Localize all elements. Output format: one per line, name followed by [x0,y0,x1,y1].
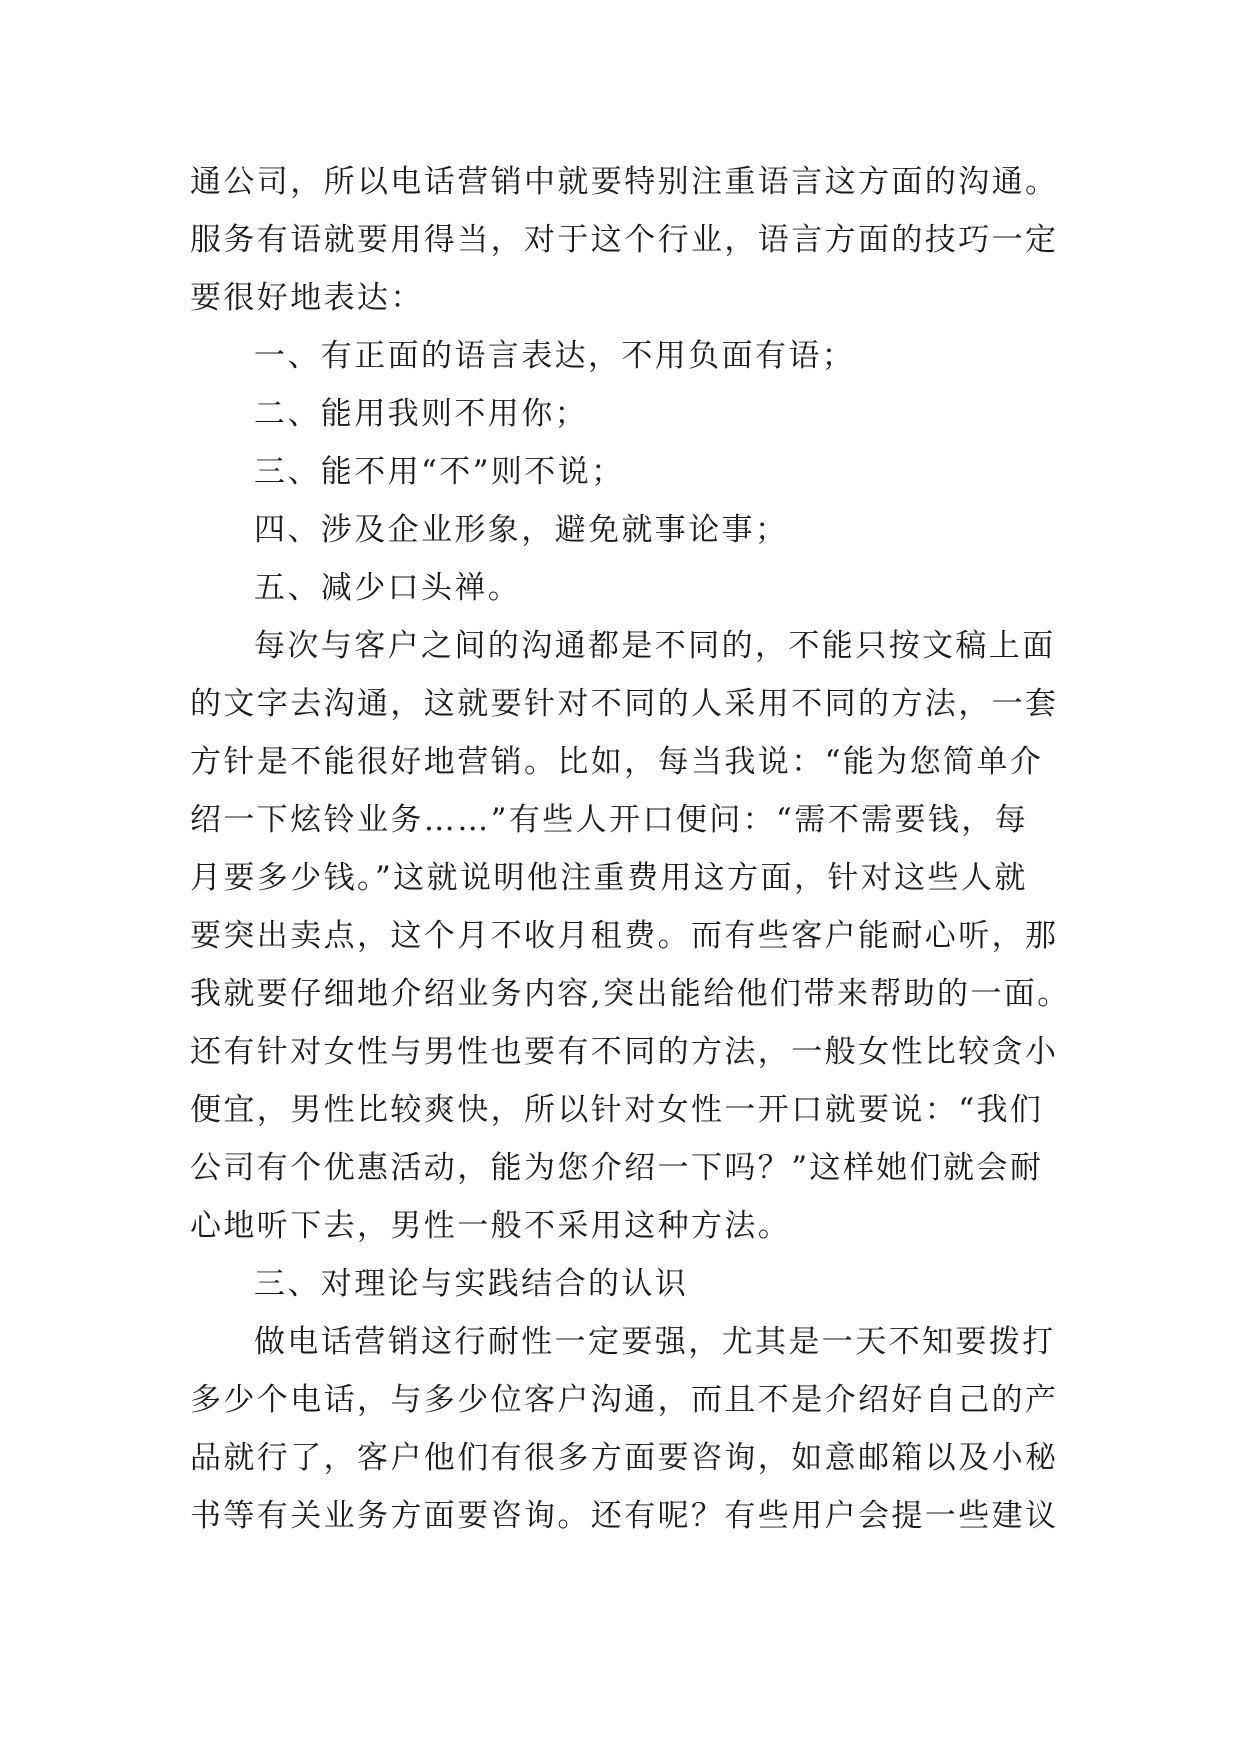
document-page [190,153,1071,1545]
text-line: 还有针对女性与男性也要有不同的方法，一般女性比较贪小 [190,1034,1059,1070]
text-line: 月要多少钱。”这就说明他注重费用这方面，针对这些人就 [190,860,1028,896]
paragraph-start: 做电话营销这行耐性一定要强，尤其是一天不知要拨打 [254,1324,1056,1360]
text-line: 服务有语就要用得当，对于这个行业，语言方面的技巧一定 [190,222,1059,258]
list-item: 三、能不用“不”则不说； [254,454,625,490]
text-line: 公司有个优惠活动，能为您介绍一下吗？”这样她们就会耐 [190,1150,1044,1186]
text-line: 多少个电话，与多少位客户沟通，而且不是介绍好自己的产 [190,1382,1059,1418]
text-line: 便宜，男性比较爽快，所以针对女性一开口就要说：“我们 [190,1092,1044,1128]
text-line: 通公司，所以电话营销中就要特别注重语言这方面的沟通。 [190,164,1059,200]
text-line: 品就行了，客户他们有很多方面要咨询，如意邮箱以及小秘 [190,1440,1059,1476]
text-line: 我就要仔细地介绍业务内容,突出能给他们带来帮助的一面。 [190,976,1071,1012]
list-item: 二、能用我则不用你； [254,396,588,432]
section-heading: 三、对理论与实践结合的认识 [254,1266,689,1302]
text-line: 书等有关业务方面要咨询。还有呢？有些用户会提一些建议 [190,1498,1059,1534]
list-item: 四、涉及企业形象，避免就事论事； [254,512,789,548]
list-item: 一、有正面的语言表达，不用负面有语； [254,338,856,374]
text-line: 要很好地表达： [190,280,424,316]
text-line: 的文字去沟通，这就要针对不同的人采用不同的方法，一套 [190,686,1059,722]
paragraph-start: 每次与客户之间的沟通都是不同的，不能只按文稿上面 [254,628,1056,664]
text-line: 要突出卖点，这个月不收月租费。而有些客户能耐心听，那 [190,918,1059,954]
text-line: 绍一下炫铃业务……”有些人开口便问：“需不需要钱，每 [190,802,1029,838]
text-line: 方针是不能很好地营销。比如，每当我说：“能为您简单介 [190,744,1044,780]
list-item: 五、减少口头禅。 [254,570,522,606]
text-line: 心地听下去，男性一般不采用这种方法。 [190,1208,792,1244]
